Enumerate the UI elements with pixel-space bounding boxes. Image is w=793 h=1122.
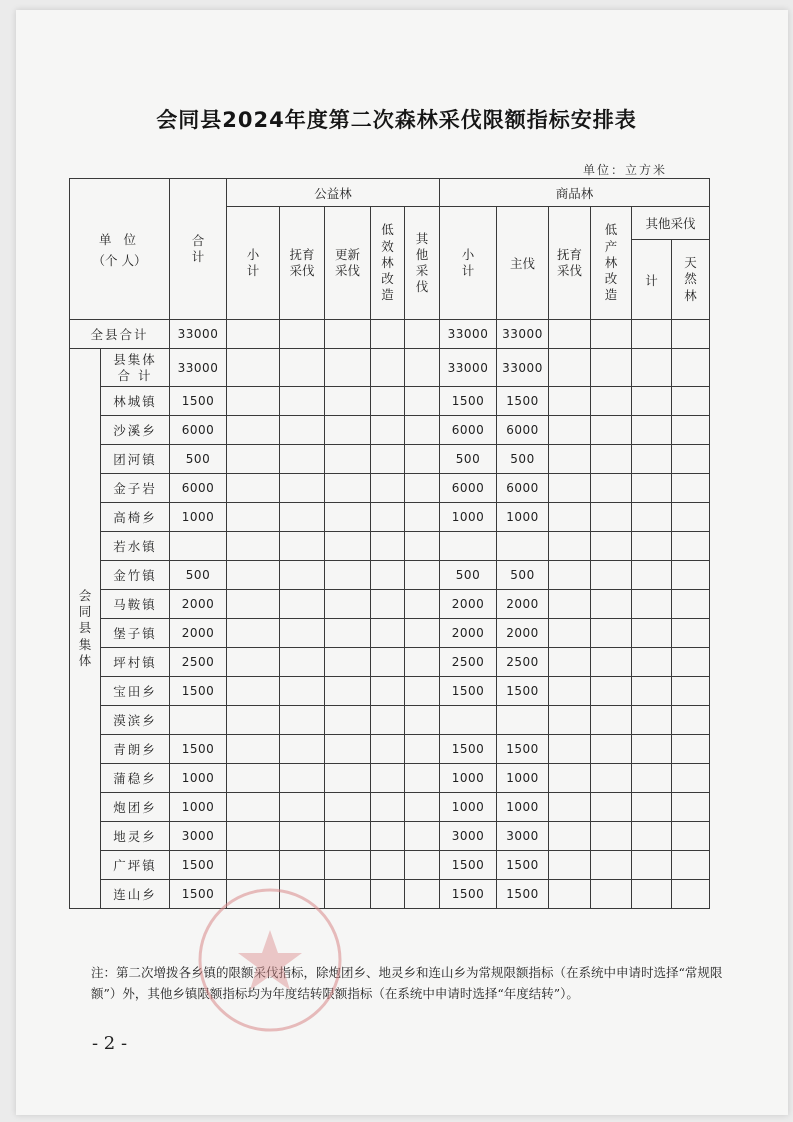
empty-cell [227,735,280,764]
empty-cell [672,445,710,474]
row-total: 6000 [170,416,227,445]
empty-cell [632,445,672,474]
empty-cell [672,735,710,764]
empty-cell [371,735,405,764]
table-row [70,349,710,387]
empty-cell [405,445,440,474]
unit-label: 单位：立方米 [583,163,668,177]
row-name: 宝田乡 [101,677,170,706]
empty-cell [227,561,280,590]
header-commercial-main: 主伐 [497,207,549,320]
row-name: 连山乡 [101,880,170,909]
empty-cell [405,561,440,590]
empty-cell [405,735,440,764]
empty-cell [280,445,325,474]
empty-cell [632,880,672,909]
row-name: 堡子镇 [101,619,170,648]
page-number: - 2 - [92,1033,128,1054]
empty-cell [549,445,591,474]
empty-cell [549,619,591,648]
row-commercial-subtotal: 1000 [440,764,497,793]
county-commercial-main: 33000 [497,320,549,349]
header-row-1 [70,179,710,207]
row-name: 地灵乡 [101,822,170,851]
row-name: 团河镇 [101,445,170,474]
empty-cell [227,474,280,503]
empty-cell [549,416,591,445]
empty-cell [280,416,325,445]
row-commercial-main [497,532,549,561]
empty-cell [280,735,325,764]
empty-cell [405,851,440,880]
table-row [70,880,710,909]
row-commercial-main: 3000 [497,822,549,851]
empty-cell [325,648,371,677]
table-row [70,793,710,822]
header-public-tending: 抚育采伐 [280,207,325,320]
empty-cell [591,561,632,590]
row-name: 金子岩 [101,474,170,503]
table-row [70,503,710,532]
empty-cell [405,706,440,735]
row-commercial-main: 1500 [497,851,549,880]
empty-cell [632,349,672,387]
empty-cell [325,349,371,387]
empty-cell [632,735,672,764]
empty-cell [549,648,591,677]
empty-cell [591,735,632,764]
empty-cell [371,648,405,677]
table-row [70,445,710,474]
empty-cell [632,590,672,619]
empty-cell [632,793,672,822]
row-total: 2500 [170,648,227,677]
empty-cell [672,561,710,590]
row-name: 青朗乡 [101,735,170,764]
row-commercial-subtotal: 1500 [440,677,497,706]
document-title: 会同县2024年度第二次森林采伐限额指标安排表 [156,108,637,132]
table-row [70,474,710,503]
empty-cell [371,590,405,619]
empty-cell [672,677,710,706]
empty-cell [371,503,405,532]
empty-cell [591,764,632,793]
empty-cell [672,619,710,648]
empty-cell [371,445,405,474]
row-total: 500 [170,445,227,474]
empty-cell [549,474,591,503]
row-name: 县集体合 计 [101,349,170,387]
row-commercial-subtotal [440,532,497,561]
row-commercial-main: 2000 [497,590,549,619]
county-total-row [70,320,710,349]
empty-cell [591,387,632,416]
row-name: 林城镇 [101,387,170,416]
empty-cell [325,793,371,822]
empty-cell [325,445,371,474]
empty-cell [325,503,371,532]
empty-cell [632,822,672,851]
row-commercial-subtotal: 2500 [440,648,497,677]
table-row [70,648,710,677]
empty-cell [227,793,280,822]
empty-cell [405,793,440,822]
header-total: 合计 [170,179,227,320]
empty-cell [672,793,710,822]
header-commercial-other: 其他采伐 [632,207,710,240]
empty-cell [227,532,280,561]
empty-cell [672,822,710,851]
empty-cell [591,619,632,648]
row-total: 3000 [170,822,227,851]
row-name: 金竹镇 [101,561,170,590]
row-commercial-subtotal: 1500 [440,735,497,764]
empty-cell [325,590,371,619]
empty-cell [549,561,591,590]
empty-cell [227,880,280,909]
row-commercial-main: 1000 [497,793,549,822]
row-total: 1500 [170,735,227,764]
empty-cell [591,677,632,706]
empty-cell [227,349,280,387]
empty-cell [672,474,710,503]
empty-cell [227,503,280,532]
row-total: 1500 [170,387,227,416]
row-commercial-main: 1500 [497,735,549,764]
empty-cell [549,851,591,880]
empty-cell [405,648,440,677]
empty-cell [405,590,440,619]
empty-cell [672,349,710,387]
row-total: 1000 [170,793,227,822]
empty-cell [371,532,405,561]
empty-cell [227,764,280,793]
empty-cell [280,590,325,619]
row-name: 炮团乡 [101,793,170,822]
empty-cell [405,764,440,793]
empty-cell [280,764,325,793]
empty-cell [371,822,405,851]
row-commercial-main: 33000 [497,349,549,387]
header-public-low-efficiency: 低效林改造 [371,207,405,320]
empty-cell [371,387,405,416]
empty-cell [672,648,710,677]
empty-cell [280,880,325,909]
empty-cell [280,793,325,822]
empty-cell [632,474,672,503]
row-commercial-main: 500 [497,445,549,474]
empty-cell [549,764,591,793]
empty-cell [549,503,591,532]
empty-cell [371,416,405,445]
empty-cell [227,416,280,445]
row-commercial-subtotal: 33000 [440,349,497,387]
empty-cell [371,764,405,793]
empty-cell [371,677,405,706]
empty-cell [672,706,710,735]
empty-cell [591,880,632,909]
empty-cell [280,561,325,590]
empty-cell [325,474,371,503]
empty-cell [672,387,710,416]
empty-cell [405,677,440,706]
empty-cell [405,387,440,416]
empty-cell [371,793,405,822]
empty-cell [632,619,672,648]
header-other-natural: 天然林 [672,240,710,320]
empty-cell [672,590,710,619]
empty-cell [672,416,710,445]
empty-cell [405,503,440,532]
row-name: 广坪镇 [101,851,170,880]
empty-cell [405,416,440,445]
row-commercial-subtotal: 1000 [440,503,497,532]
table-row [70,851,710,880]
empty-cell [405,619,440,648]
row-commercial-subtotal: 6000 [440,474,497,503]
row-commercial-subtotal: 500 [440,561,497,590]
row-name: 漠滨乡 [101,706,170,735]
empty-cell [549,880,591,909]
county-total-value: 33000 [170,320,227,349]
empty-cell [325,764,371,793]
header-commercial-subtotal: 小计 [440,207,497,320]
empty-cell [227,677,280,706]
row-name: 高椅乡 [101,503,170,532]
table-row [70,764,710,793]
empty-cell [549,793,591,822]
empty-cell [227,619,280,648]
row-name: 马鞍镇 [101,590,170,619]
footnote: 注：第二次增拨各乡镇的限额采伐指标，除炮团乡、地灵乡和连山乡为常规限额指标（在系统中申请时选择“常规限额”）外，其他乡镇限额指标均为年度结转限额指标（在系统中申请时选择“年度结转”）。 [91,965,723,1001]
row-commercial-subtotal: 2000 [440,590,497,619]
empty-cell [371,349,405,387]
empty-cell [325,387,371,416]
header-commercial-low-yield: 低产林改造 [591,207,632,320]
empty-cell [632,532,672,561]
empty-cell [227,706,280,735]
empty-cell [549,532,591,561]
row-commercial-main: 1500 [497,387,549,416]
header-other-total: 计 [632,240,672,320]
empty-cell [591,822,632,851]
empty-cell [405,474,440,503]
table-row [70,387,710,416]
row-commercial-subtotal: 1500 [440,387,497,416]
row-commercial-main: 500 [497,561,549,590]
empty-cell [549,822,591,851]
empty-cell [632,561,672,590]
quota-table [69,178,710,909]
row-total [170,706,227,735]
empty-cell [591,416,632,445]
row-commercial-main [497,706,549,735]
empty-cell [549,735,591,764]
row-commercial-main: 6000 [497,416,549,445]
header-public-other: 其他采伐 [405,207,440,320]
empty-cell [549,349,591,387]
row-total: 6000 [170,474,227,503]
empty-cell [280,619,325,648]
empty-cell [591,851,632,880]
empty-cell [405,532,440,561]
row-total: 1500 [170,880,227,909]
empty-cell [325,851,371,880]
empty-cell [672,503,710,532]
empty-cell [549,590,591,619]
empty-cell [672,532,710,561]
header-commercial-tending: 抚育采伐 [549,207,591,320]
table-row [70,561,710,590]
empty-cell [632,706,672,735]
empty-cell [632,851,672,880]
empty-cell [325,416,371,445]
empty-cell [280,532,325,561]
table-row [70,416,710,445]
empty-cell [591,503,632,532]
empty-cell [405,822,440,851]
row-commercial-subtotal [440,706,497,735]
empty-cell [591,349,632,387]
row-commercial-main: 1500 [497,880,549,909]
row-commercial-subtotal: 1500 [440,880,497,909]
group-label: 会同县集体 [70,349,101,909]
header-public-subtotal: 小计 [227,207,280,320]
empty-cell [371,561,405,590]
empty-cell [371,851,405,880]
row-total: 1500 [170,851,227,880]
empty-cell [227,590,280,619]
empty-cell [280,822,325,851]
empty-cell [227,387,280,416]
empty-cell [325,822,371,851]
empty-cell [280,851,325,880]
empty-cell [672,880,710,909]
empty-cell [227,822,280,851]
empty-cell [280,349,325,387]
table-row [70,619,710,648]
row-total: 33000 [170,349,227,387]
table-row [70,735,710,764]
row-commercial-main: 2000 [497,619,549,648]
empty-cell [591,793,632,822]
row-commercial-subtotal: 3000 [440,822,497,851]
empty-cell [371,619,405,648]
empty-cell [280,387,325,416]
row-commercial-subtotal: 1500 [440,851,497,880]
empty-cell [591,532,632,561]
empty-cell [591,445,632,474]
row-name: 沙溪乡 [101,416,170,445]
empty-cell [632,648,672,677]
empty-cell [405,349,440,387]
row-commercial-main: 6000 [497,474,549,503]
empty-cell [549,706,591,735]
header-public-forest: 公益林 [227,179,440,207]
row-total: 2000 [170,590,227,619]
empty-cell [227,851,280,880]
empty-cell [672,764,710,793]
empty-cell [632,416,672,445]
row-commercial-subtotal: 6000 [440,416,497,445]
row-total: 2000 [170,619,227,648]
row-commercial-subtotal: 1000 [440,793,497,822]
empty-cell [280,503,325,532]
empty-cell [405,880,440,909]
empty-cell [280,677,325,706]
empty-cell [371,880,405,909]
header-unit: 单 位 （个 人） [70,179,170,320]
county-commercial-subtotal: 33000 [440,320,497,349]
empty-cell [280,474,325,503]
row-commercial-subtotal: 2000 [440,619,497,648]
row-total: 1000 [170,764,227,793]
empty-cell [632,677,672,706]
empty-cell [325,561,371,590]
empty-cell [325,735,371,764]
row-name: 蒲稳乡 [101,764,170,793]
empty-cell [591,648,632,677]
empty-cell [672,851,710,880]
row-total: 1500 [170,677,227,706]
empty-cell [280,706,325,735]
empty-cell [371,706,405,735]
header-commercial-forest: 商品林 [440,179,710,207]
row-name: 坪村镇 [101,648,170,677]
empty-cell [632,764,672,793]
empty-cell [325,619,371,648]
empty-cell [371,474,405,503]
table-row [70,706,710,735]
header-public-renewal: 更新采伐 [325,207,371,320]
empty-cell [632,503,672,532]
empty-cell [227,445,280,474]
empty-cell [591,706,632,735]
row-name: 若水镇 [101,532,170,561]
row-commercial-main: 2500 [497,648,549,677]
empty-cell [632,387,672,416]
row-commercial-main: 1000 [497,764,549,793]
empty-cell [325,706,371,735]
table-row [70,590,710,619]
empty-cell [549,387,591,416]
empty-cell [325,532,371,561]
empty-cell [280,648,325,677]
county-total-label: 全县合计 [70,320,170,349]
empty-cell [325,880,371,909]
row-total: 500 [170,561,227,590]
empty-cell [325,677,371,706]
table-row [70,822,710,851]
row-total: 1000 [170,503,227,532]
empty-cell [227,648,280,677]
row-total [170,532,227,561]
row-commercial-main: 1500 [497,677,549,706]
table-row [70,532,710,561]
empty-cell [549,677,591,706]
row-commercial-subtotal: 500 [440,445,497,474]
empty-cell [591,474,632,503]
table-row [70,677,710,706]
row-commercial-main: 1000 [497,503,549,532]
empty-cell [591,590,632,619]
